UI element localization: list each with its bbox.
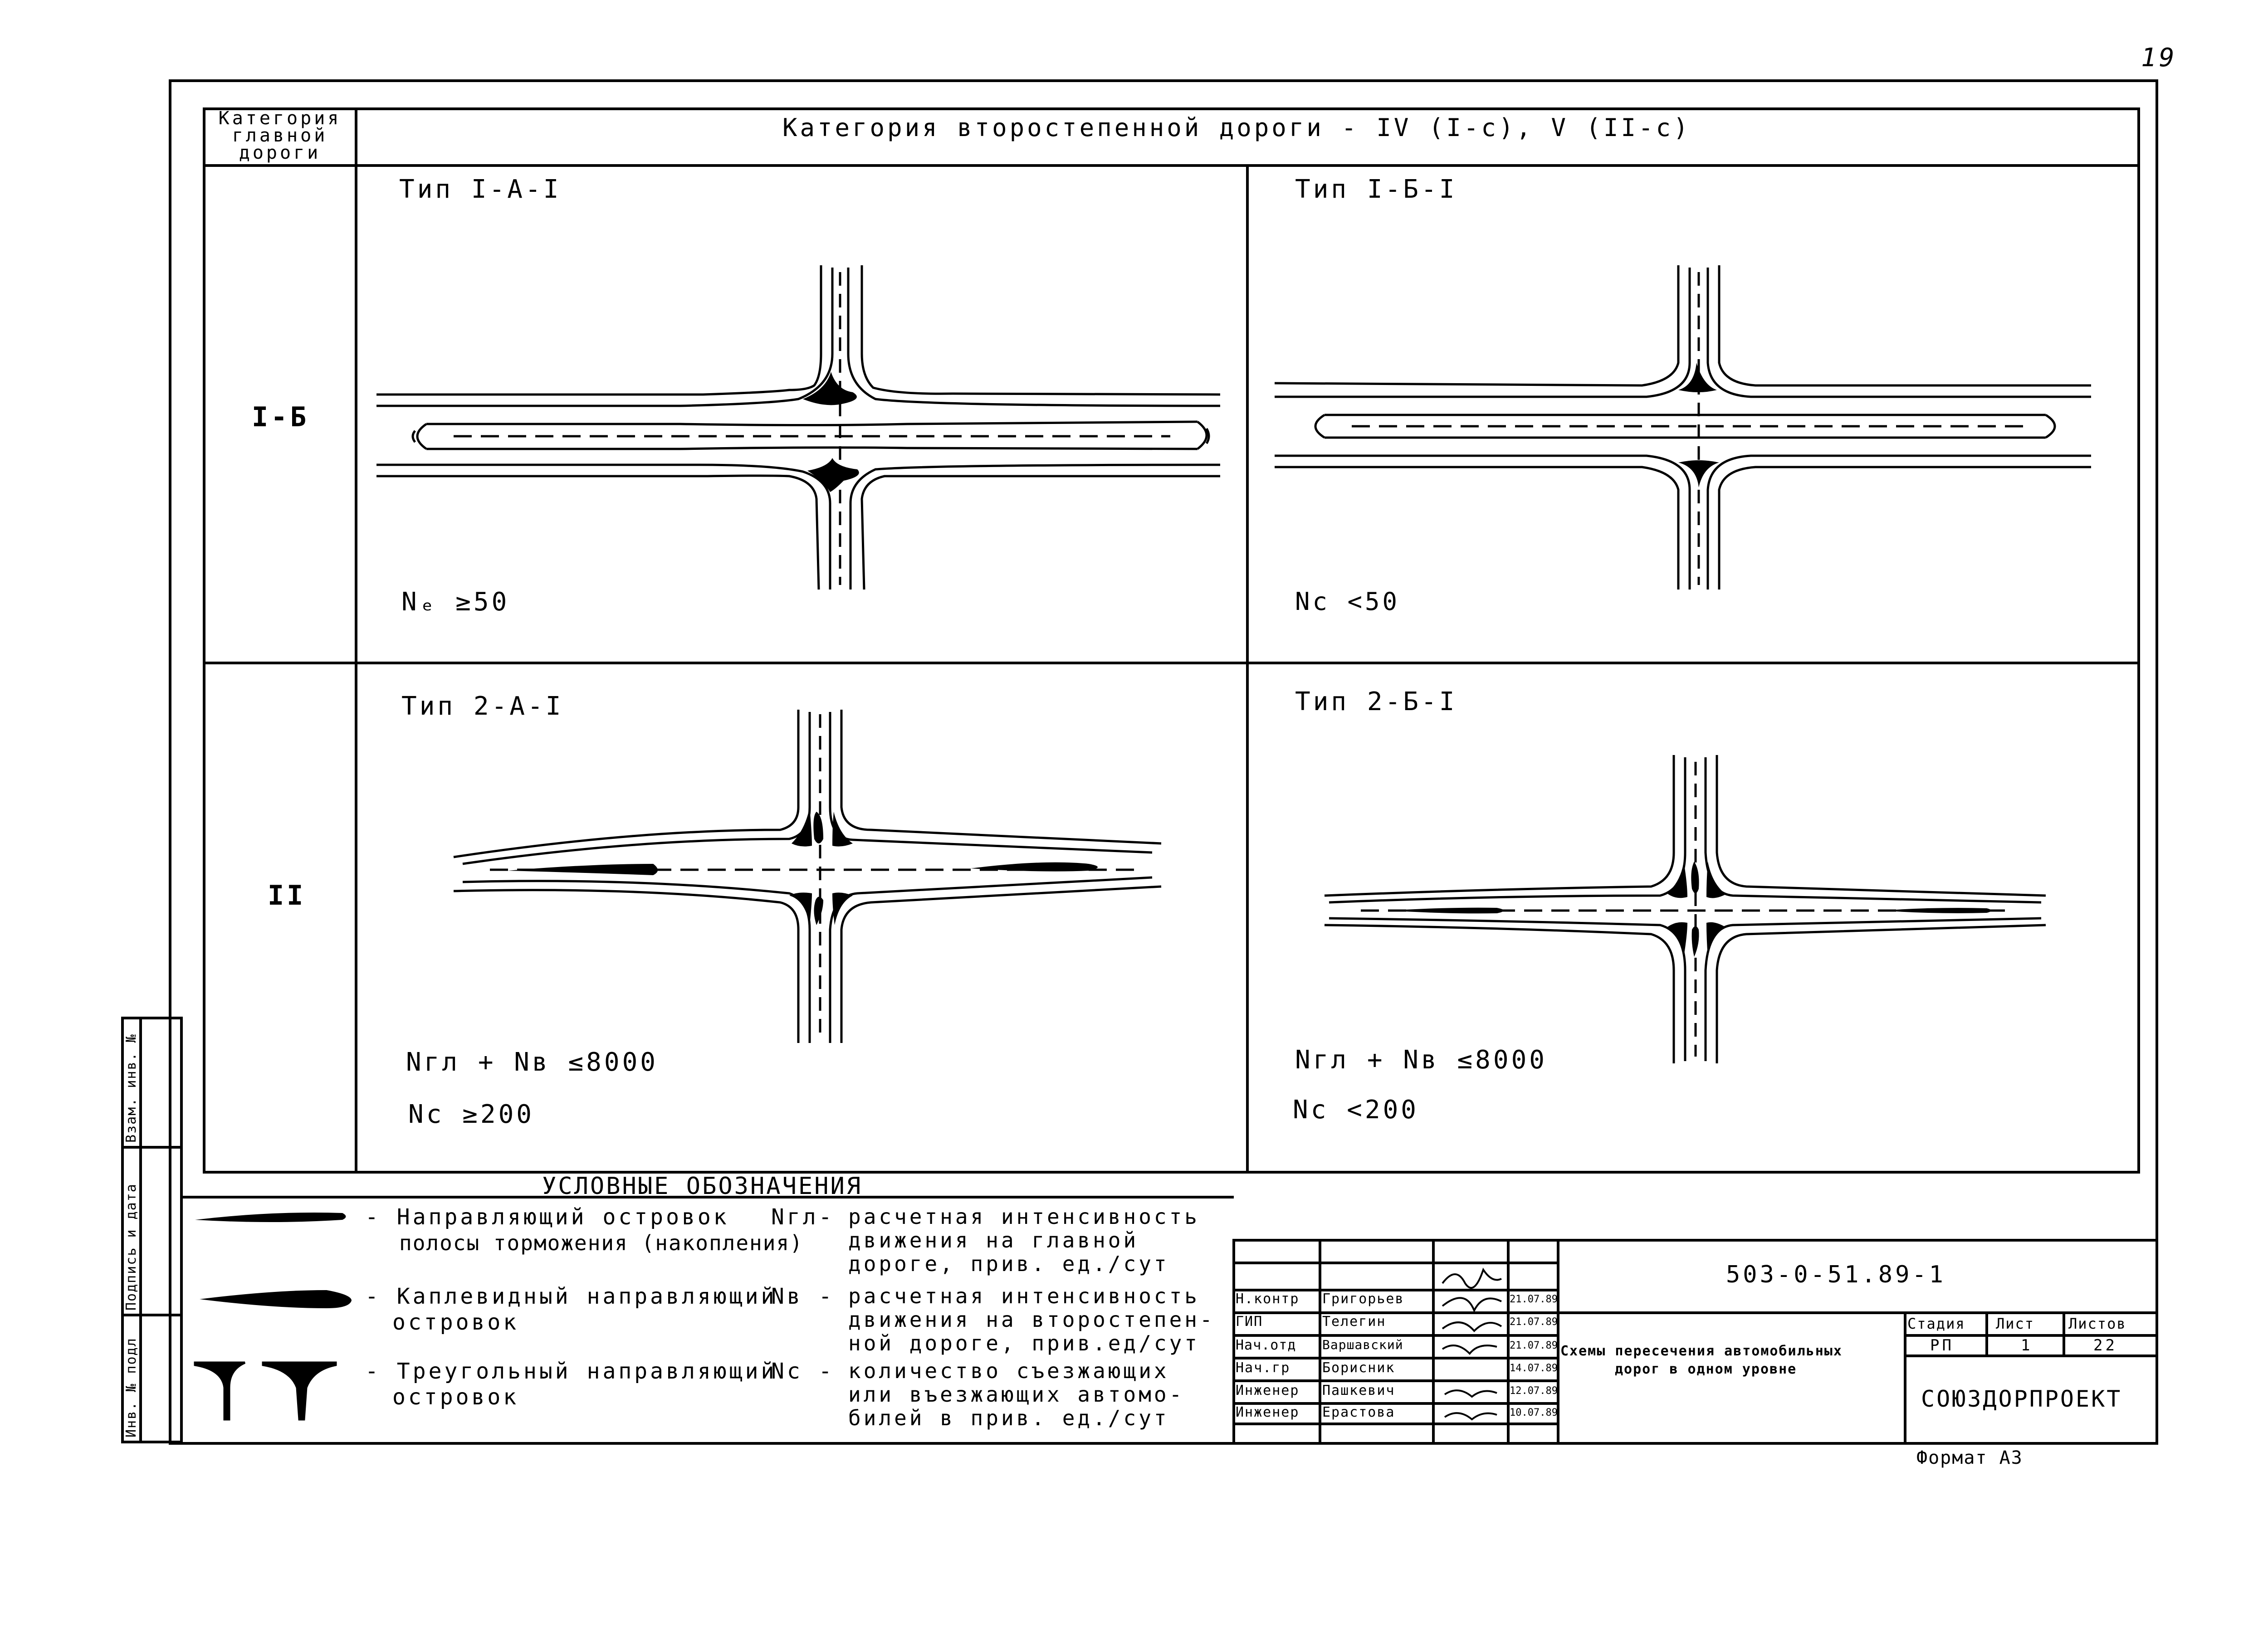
sheet-header: Лист (1996, 1315, 2035, 1332)
scheme-title: Тип 2-А-I (401, 692, 564, 721)
signature-name: Варшавский (1322, 1337, 1403, 1352)
row-category: I-Б (252, 401, 309, 433)
organization-name: СОЮЗДОРПРОЕКТ (1921, 1386, 2122, 1412)
scheme-condition: Nc ≥200 (408, 1100, 535, 1129)
signature-role: Нач.гр (1236, 1360, 1290, 1376)
corner-header-line: дороги (239, 142, 321, 163)
doc-title-line: дорог в одном уровне (1615, 1361, 1797, 1377)
side-stamp-label: Инв. № подл (123, 1337, 139, 1437)
row-category: II (268, 880, 306, 911)
scheme-condition: Nгл + Nв ≤8000 (1295, 1045, 1548, 1075)
signature-role: Инженер (1236, 1383, 1300, 1398)
legend-label: - Каплевидный направляющий (365, 1284, 777, 1309)
scheme-title: Тип I-А-I (399, 175, 562, 204)
definition-text: движения на главной (848, 1228, 1139, 1252)
signature-name: Григорьев (1322, 1291, 1404, 1307)
signature-date: 21.07.89 (1510, 1294, 1558, 1305)
legend-label: островок (392, 1310, 519, 1335)
page-number: 19 (2141, 43, 2177, 73)
main-table-frame (204, 109, 2139, 1172)
signatures (1442, 1270, 1501, 1419)
stage-header: Стадия (1907, 1315, 1965, 1332)
scheme-condition: Nₑ ≥50 (401, 587, 510, 617)
signature-name: Пашкевич (1322, 1383, 1395, 1398)
signature-role: ГИП (1236, 1314, 1263, 1330)
signature-date: 21.07.89 (1510, 1340, 1558, 1351)
side-stamp-label: Взам. инв. № (123, 1033, 139, 1143)
side-stamp-label: Подпись и дата (123, 1183, 139, 1311)
scheme-condition: Nc <200 (1293, 1095, 1419, 1125)
doc-code: 503-0-51.89-1 (1726, 1261, 1946, 1288)
legend-label: - Направляющий островок (365, 1204, 729, 1230)
definition-text: количество съезжающих (848, 1359, 1169, 1383)
legend-title: УСЛОВНЫЕ ОБОЗНАЧЕНИЯ (542, 1173, 863, 1200)
legend-label: - Треугольный направляющий (365, 1359, 777, 1384)
legend-label: островок (392, 1384, 519, 1410)
signature-role: Нач.отд (1236, 1337, 1296, 1353)
signature-name: Телегин (1322, 1314, 1386, 1330)
corner-header-line: главной (232, 125, 328, 146)
scheme-type-1-b-1 (1275, 265, 2091, 590)
corner-header (205, 110, 355, 161)
definition-text: билей в прив. ед./сут (848, 1406, 1169, 1430)
signature-date: 14.07.89 (1510, 1363, 1558, 1374)
signature-role: Инженер (1236, 1404, 1300, 1420)
definition-symbol: Nв - (771, 1284, 835, 1309)
definition-text: расчетная интенсивность (848, 1204, 1200, 1229)
signature-name: Ерастова (1322, 1404, 1395, 1420)
signature-name: Борисник (1322, 1360, 1395, 1376)
signature-date: 12.07.89 (1510, 1385, 1558, 1397)
signature-date: 10.07.89 (1510, 1407, 1558, 1418)
sheet-value: 1 (2021, 1336, 2033, 1354)
definition-text: расчетная интенсивность (848, 1284, 1200, 1308)
corner-header-line: Категория (218, 108, 342, 129)
definition-text: или въезжающих автомо- (848, 1382, 1185, 1407)
wedge-island-icon (195, 1213, 346, 1222)
definition-symbol: Nгл- (771, 1204, 835, 1230)
sheets-header: Листов (2068, 1315, 2126, 1332)
scheme-condition: Nc <50 (1295, 587, 1400, 616)
scheme-title: Тип I-Б-I (1295, 175, 1457, 204)
definition-text: ной дороге, прив.ед/сут (848, 1331, 1200, 1355)
format-label: Формат А3 (1916, 1447, 2023, 1468)
signature-date: 21.07.89 (1510, 1316, 1558, 1328)
doc-title-line: Схемы пересечения автомобильных (1560, 1343, 1843, 1359)
scheme-condition: Nгл + Nв ≤8000 (406, 1047, 659, 1077)
signature-role: Н.контр (1236, 1291, 1300, 1307)
scheme-title: Тип 2-Б-I (1295, 687, 1457, 716)
triangle-island-icon (195, 1363, 336, 1419)
definition-text: движения на второстепен- (848, 1307, 1215, 1332)
drop-island-icon (200, 1290, 352, 1308)
definition-symbol: Nc - (771, 1359, 835, 1384)
scheme-type-1-a-1 (376, 265, 1220, 590)
legend-label: полосы торможения (накопления) (399, 1231, 803, 1255)
definition-text: дороге, прив. ед./сут (848, 1252, 1169, 1276)
scheme-type-2-a-1 (454, 710, 1161, 1043)
stage-value: РП (1930, 1336, 1954, 1354)
table-header: Категория второстепенной дороги - IV (I-c), V (II-c) (782, 113, 1691, 142)
sheets-value: 22 (2093, 1336, 2117, 1354)
